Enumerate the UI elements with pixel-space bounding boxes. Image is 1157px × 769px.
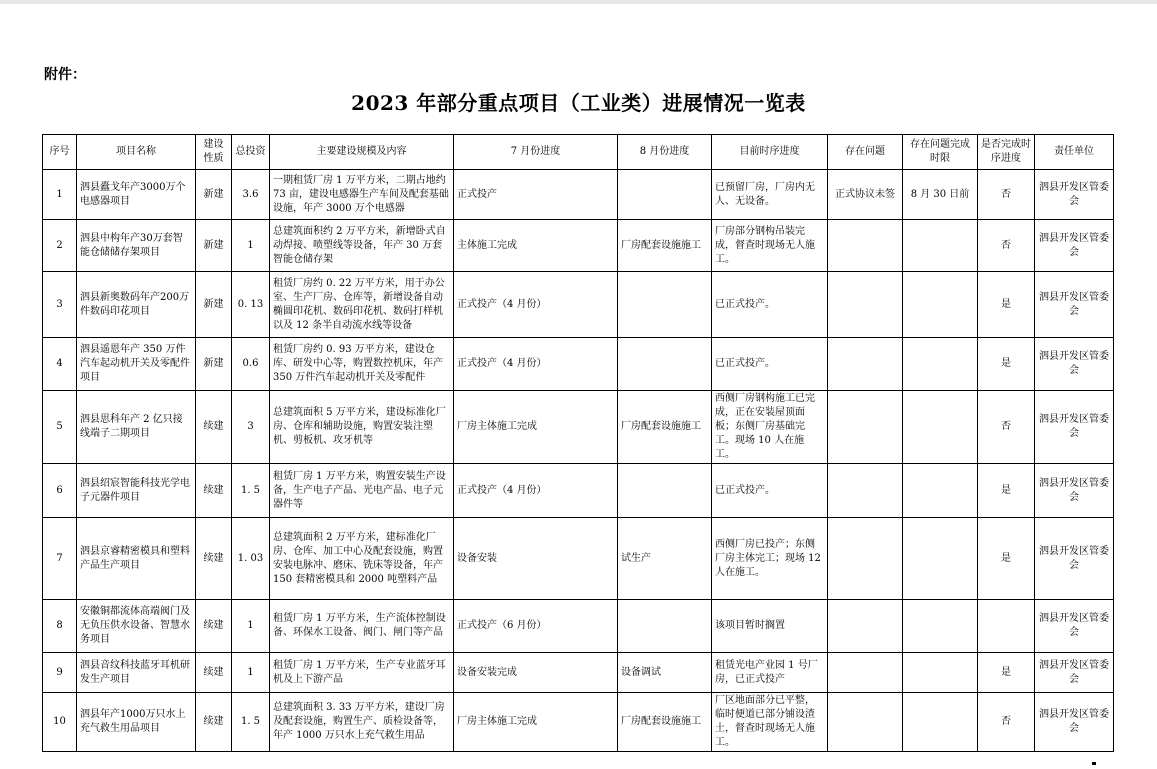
cell-july-progress: 设备安装完成	[454, 653, 618, 693]
cell-nature: 续建	[196, 391, 232, 464]
cell-unit: 泗县开发区管委会	[1035, 653, 1114, 693]
cell-unit: 泗县开发区管委会	[1035, 272, 1114, 338]
cell-investment: 1	[232, 600, 270, 653]
page-corner-mark	[1092, 762, 1096, 765]
cell-completed: 否	[978, 391, 1035, 464]
cell-july-progress: 主体施工完成	[454, 220, 618, 272]
cell-current-progress: 已正式投产。	[712, 338, 828, 391]
cell-august-progress	[618, 600, 712, 653]
cell-unit: 泗县开发区管委会	[1035, 170, 1114, 220]
cell-nature: 新建	[196, 220, 232, 272]
header-investment: 总投资	[232, 135, 270, 170]
header-project-name: 项目名称	[77, 135, 196, 170]
table-row	[43, 338, 1114, 391]
cell-current-progress: 厂房部分钢构吊装完成，督查时现场无人施工。	[712, 220, 828, 272]
cell-current-progress: 租赁光电产业园 1 号厂房，已正式投产	[712, 653, 828, 693]
cell-scope: 租赁厂房 1 万平方米，生产专业蓝牙耳机及上下游产品	[270, 653, 454, 693]
cell-seq: 3	[43, 272, 77, 338]
cell-completed: 是	[978, 518, 1035, 600]
cell-nature: 续建	[196, 693, 232, 752]
cell-nature: 续建	[196, 464, 232, 518]
header-current-progress: 目前时序进度	[712, 135, 828, 170]
cell-seq: 9	[43, 653, 77, 693]
cell-investment: 0. 13	[232, 272, 270, 338]
cell-seq: 8	[43, 600, 77, 653]
cell-deadline	[903, 693, 978, 752]
cell-august-progress: 厂房配套设施施工	[618, 391, 712, 464]
cell-deadline	[903, 220, 978, 272]
table-row	[43, 518, 1114, 600]
cell-deadline	[903, 464, 978, 518]
cell-july-progress: 正式投产（4 月份）	[454, 338, 618, 391]
cell-deadline	[903, 391, 978, 464]
cell-july-progress: 正式投产（6 月份）	[454, 600, 618, 653]
cell-deadline	[903, 600, 978, 653]
table-header-row	[43, 135, 1114, 170]
cell-current-progress: 厂区地面部分已平整，临时便道已部分铺设渣土，督查时现场无人施工。	[712, 693, 828, 752]
cell-july-progress: 正式投产（4 月份）	[454, 464, 618, 518]
cell-investment: 1. 03	[232, 518, 270, 600]
cell-issues	[828, 653, 903, 693]
cell-completed: 是	[978, 338, 1035, 391]
cell-nature: 新建	[196, 338, 232, 391]
cell-investment: 1	[232, 220, 270, 272]
cell-july-progress: 设备安装	[454, 518, 618, 600]
cell-august-progress: 厂房配套设施施工	[618, 693, 712, 752]
cell-unit: 泗县开发区管委会	[1035, 464, 1114, 518]
cell-scope: 租赁厂房 1 万平方米，生产流体控制设备、环保水工设备、阀门、闸门等产品	[270, 600, 454, 653]
cell-issues	[828, 220, 903, 272]
cell-investment: 0.6	[232, 338, 270, 391]
cell-project-name: 泗县蠹戈年产3000万个电感器项目	[77, 170, 196, 220]
cell-deadline: 8 月 30 日前	[903, 170, 978, 220]
cell-august-progress: 厂房配套设施施工	[618, 220, 712, 272]
cell-seq: 5	[43, 391, 77, 464]
cell-current-progress: 已正式投产。	[712, 272, 828, 338]
cell-deadline	[903, 518, 978, 600]
cell-scope: 租赁厂房约 0. 22 万平方米，用于办公室、生产厂房、仓库等，新增设备自动椭圆印花机、数码印花机、数码打样机以及 12 条半自动流水线等设备	[270, 272, 454, 338]
cell-project-name: 泗县中构年产30万套智能仓储储存架项目	[77, 220, 196, 272]
cell-july-progress: 正式投产（4 月份）	[454, 272, 618, 338]
cell-scope: 总建筑面积 2 万平方米，建标准化厂房、仓库、加工中心及配套设施，购置安装电脉冲、磨床、铣床等设备，年产 150 套精密模具和 2000 吨塑料产品	[270, 518, 454, 600]
table-row	[43, 693, 1114, 752]
cell-deadline	[903, 272, 978, 338]
cell-nature: 续建	[196, 518, 232, 600]
cell-august-progress	[618, 170, 712, 220]
cell-august-progress	[618, 272, 712, 338]
cell-nature: 续建	[196, 653, 232, 693]
table-row	[43, 391, 1114, 464]
cell-july-progress: 正式投产	[454, 170, 618, 220]
cell-investment: 1	[232, 653, 270, 693]
cell-completed: 否	[978, 220, 1035, 272]
table-row	[43, 653, 1114, 693]
cell-investment: 1. 5	[232, 464, 270, 518]
cell-completed	[978, 600, 1035, 653]
cell-investment: 1. 5	[232, 693, 270, 752]
cell-completed: 否	[978, 693, 1035, 752]
header-deadline: 存在问题完成时限	[903, 135, 978, 170]
progress-table	[42, 134, 1114, 752]
cell-unit: 泗县开发区管委会	[1035, 220, 1114, 272]
cell-investment: 3	[232, 391, 270, 464]
cell-nature: 续建	[196, 600, 232, 653]
cell-august-progress: 试生产	[618, 518, 712, 600]
cell-project-name: 泗县京睿精密模具和塑料产品生产项目	[77, 518, 196, 600]
cell-issues	[828, 518, 903, 600]
cell-completed: 是	[978, 464, 1035, 518]
cell-unit: 泗县开发区管委会	[1035, 338, 1114, 391]
cell-scope: 租赁厂房 1 万平方米，购置安装生产设备，生产电子产品、光电产品、电子元器件等	[270, 464, 454, 518]
page-top-edge	[0, 0, 1157, 4]
cell-august-progress	[618, 338, 712, 391]
page-title: 2023 年部分重点项目（工业类）进展情况一览表	[351, 91, 806, 115]
cell-scope: 总建筑面积 5 万平方米，建设标准化厂房、仓库和辅助设施，购置安装注塑机、剪板机、攻牙机等	[270, 391, 454, 464]
cell-current-progress: 该项目暂时搁置	[712, 600, 828, 653]
attachment-label: 附件：	[44, 67, 86, 83]
cell-project-name: 泗县新奥数码年产200万件数码印花项目	[77, 272, 196, 338]
cell-scope: 一期租赁厂房 1 万平方米，二期占地约 73 亩，建设电感器生产车间及配套基础设施，年产 3000 万个电感器	[270, 170, 454, 220]
cell-project-name: 泗县思科年产 2 亿只接线端子二期项目	[77, 391, 196, 464]
cell-august-progress	[618, 464, 712, 518]
cell-issues	[828, 391, 903, 464]
cell-project-name: 泗县年产1000万只水上充气救生用品项目	[77, 693, 196, 752]
cell-deadline	[903, 338, 978, 391]
header-unit: 责任单位	[1035, 135, 1114, 170]
cell-seq: 6	[43, 464, 77, 518]
cell-july-progress: 厂房主体施工完成	[454, 693, 618, 752]
cell-scope: 租赁厂房约 0. 93 万平方米，建设仓库、研发中心等，购置数控机床，年产 350 万件汽车起动机开关及零配件	[270, 338, 454, 391]
cell-project-name: 泗县音纹科技蓝牙耳机研发生产项目	[77, 653, 196, 693]
cell-seq: 2	[43, 220, 77, 272]
header-july-progress: 7 月份进度	[454, 135, 618, 170]
cell-completed: 否	[978, 170, 1035, 220]
cell-issues	[828, 600, 903, 653]
cell-completed: 是	[978, 272, 1035, 338]
cell-unit: 泗县开发区管委会	[1035, 518, 1114, 600]
header-august-progress: 8 月份进度	[618, 135, 712, 170]
cell-issues	[828, 338, 903, 391]
cell-unit: 泗县开发区管委会	[1035, 391, 1114, 464]
cell-july-progress: 厂房主体施工完成	[454, 391, 618, 464]
cell-unit: 泗县开发区管委会	[1035, 693, 1114, 752]
cell-august-progress: 设备调试	[618, 653, 712, 693]
cell-issues	[828, 693, 903, 752]
cell-project-name: 泗县绍宸智能科技光学电子元器件项目	[77, 464, 196, 518]
cell-seq: 10	[43, 693, 77, 752]
cell-seq: 7	[43, 518, 77, 600]
table-row	[43, 464, 1114, 518]
cell-issues: 正式协议未签	[828, 170, 903, 220]
header-scope: 主要建设规模及内容	[270, 135, 454, 170]
table-row	[43, 220, 1114, 272]
header-nature: 建设性质	[196, 135, 232, 170]
cell-issues	[828, 272, 903, 338]
header-completed: 是否完成时序进度	[978, 135, 1035, 170]
cell-unit: 泗县开发区管委会	[1035, 600, 1114, 653]
table-row	[43, 170, 1114, 220]
cell-investment: 3.6	[232, 170, 270, 220]
table-row	[43, 600, 1114, 653]
table-row	[43, 272, 1114, 338]
header-issues: 存在问题	[828, 135, 903, 170]
cell-completed: 是	[978, 653, 1035, 693]
cell-project-name: 泗县遥恩年产 350 万件汽车起动机开关及零配件项目	[77, 338, 196, 391]
cell-nature: 新建	[196, 272, 232, 338]
header-seq: 序号	[43, 135, 77, 170]
cell-scope: 总建筑面积约 2 万平方米，新增卧式自动焊接、喷塑线等设备，年产 30 万套智能仓储存架	[270, 220, 454, 272]
cell-current-progress: 已正式投产。	[712, 464, 828, 518]
cell-seq: 1	[43, 170, 77, 220]
cell-current-progress: 已预留厂房，厂房内无人、无设备。	[712, 170, 828, 220]
cell-project-name: 安徽铜都流体高端阀门及无负压供水设备、智慧水务项目	[77, 600, 196, 653]
cell-seq: 4	[43, 338, 77, 391]
cell-current-progress: 西侧厂房钢构施工已完成，正在安装屋顶面板；东侧厂房基础完工。现场 10 人在施工。	[712, 391, 828, 464]
cell-scope: 总建筑面积 3. 33 万平方米，建设厂房及配套设施，购置生产、质检设备等，年产 1000 万只水上充气救生用品	[270, 693, 454, 752]
cell-current-progress: 西侧厂房已投产；东侧厂房主体完工；现场 12 人在施工。	[712, 518, 828, 600]
cell-deadline	[903, 653, 978, 693]
cell-nature: 新建	[196, 170, 232, 220]
cell-issues	[828, 464, 903, 518]
